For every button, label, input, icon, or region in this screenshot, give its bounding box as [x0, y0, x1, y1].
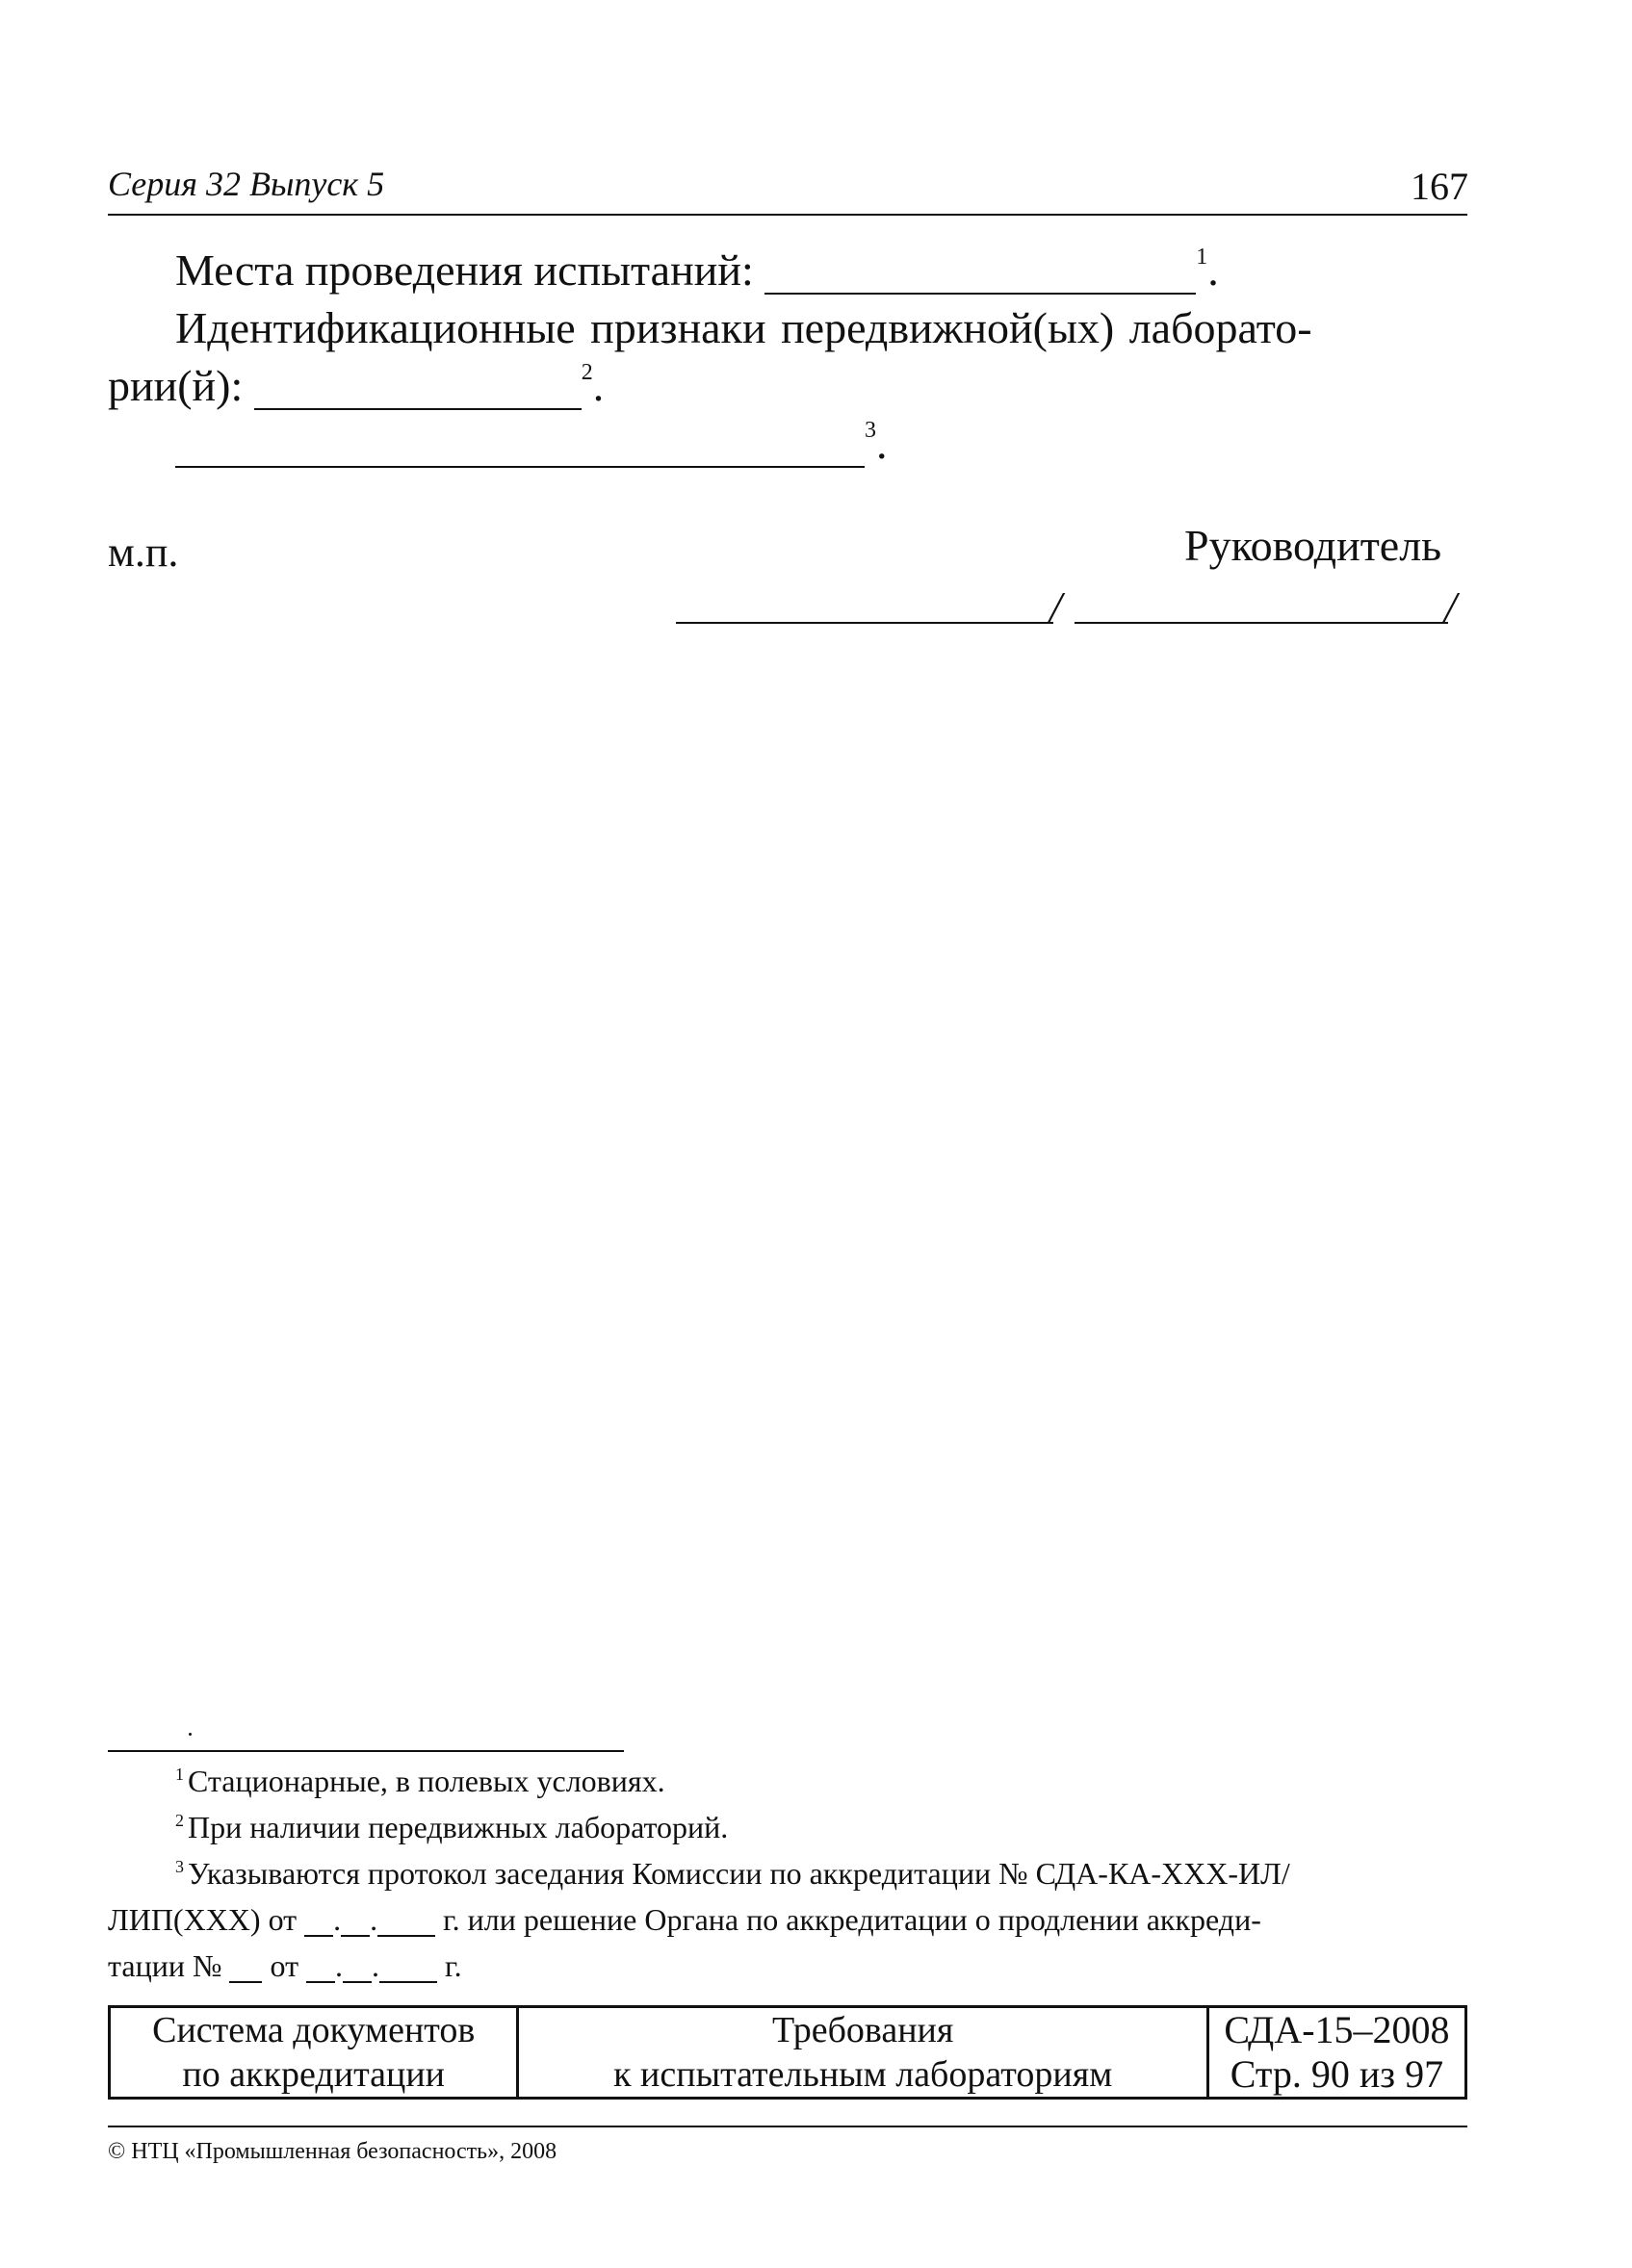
footnote-3-line-3: тации № от . . г. — [108, 1948, 462, 1983]
footer-code: СДА-15–2008 — [1224, 2008, 1450, 2051]
extra-field[interactable] — [175, 422, 865, 468]
footnote-2-number: 2 — [175, 1811, 184, 1830]
signature-name-field[interactable] — [1075, 622, 1448, 624]
signature-end-separator: / — [1444, 582, 1457, 631]
document-footer-table — [108, 2005, 1467, 2100]
places-line — [175, 245, 1219, 295]
signature-separator: / — [1049, 582, 1062, 631]
footnote-2 — [175, 1812, 728, 1843]
head-role-label: Руководитель — [1184, 521, 1442, 570]
places-footnote-ref: 1 — [1196, 245, 1208, 270]
footnote-2-text: При наличии передвижных лабораторий. — [188, 1810, 729, 1844]
ident-field[interactable] — [254, 364, 582, 410]
header-rule — [108, 214, 1467, 216]
extra-period: . — [876, 419, 888, 468]
footnote-3-line2-end: г. или решение Органа по аккредитации о продлении аккреди- — [443, 1902, 1261, 1937]
footnote-rule — [108, 1750, 624, 1752]
ident-line-cont — [108, 360, 605, 410]
footnote-1-number: 1 — [175, 1765, 184, 1784]
footnote-3-line2-start: ЛИП(ХХХ) от — [108, 1902, 298, 1937]
footer-title-line1: Требования — [771, 2010, 954, 2050]
footer-title-line2: к испытательным лабораториям — [613, 2054, 1113, 2095]
footnote-3-line3-end: г. — [445, 1948, 462, 1983]
extra-line — [175, 418, 888, 468]
ident-footnote-ref: 2 — [581, 360, 593, 385]
copyright: © НТЦ «Промышленная безопасность», 2008 — [108, 2139, 557, 2164]
footer-page-count: Стр. 90 из 97 — [1230, 2052, 1444, 2096]
footer-rule — [108, 2126, 1467, 2127]
footer-code-cell — [1207, 2007, 1465, 2099]
footnote-3 — [175, 1858, 1290, 1889]
signature-field[interactable] — [676, 622, 1053, 624]
ident-period: . — [592, 361, 605, 410]
footnote-1-text: Стационарные, в полевых условиях. — [188, 1764, 665, 1798]
extra-footnote-ref: 3 — [865, 418, 876, 443]
footnote-3-number: 3 — [175, 1857, 184, 1876]
running-header-series: Серия 32 Выпуск 5 — [108, 165, 385, 203]
footer-system-line2: по аккредитации — [182, 2054, 446, 2095]
footnote-3-line-2: ЛИП(ХХХ) от . . г. или решение Органа по аккредитации о продлении аккреди- — [108, 1902, 1261, 1937]
footnote-dot — [189, 1733, 192, 1736]
footnote-3-text: Указываются протокол заседания Комиссии по аккредитации № СДА-КА-ХХХ-ИЛ/ — [188, 1856, 1290, 1891]
stamp-place: м.п. — [108, 528, 179, 576]
ident-line: Идентификационные признаки передвижной(ых) лаборато- — [175, 303, 1312, 352]
footnote-3-line3-mid: от — [270, 1948, 299, 1983]
page-number: 167 — [1411, 165, 1468, 208]
footnote-1 — [175, 1765, 665, 1796]
footer-system-line1: Система документов — [152, 2010, 476, 2050]
footnote-3-line3-start: тации № — [108, 1948, 222, 1983]
places-label: Места проведения испытаний: — [175, 245, 754, 295]
ident-label-cont: рии(й): — [108, 361, 244, 410]
footer-system-cell — [110, 2007, 518, 2099]
places-period: . — [1207, 245, 1219, 295]
places-field[interactable] — [764, 248, 1196, 295]
footer-title-cell — [518, 2007, 1207, 2099]
